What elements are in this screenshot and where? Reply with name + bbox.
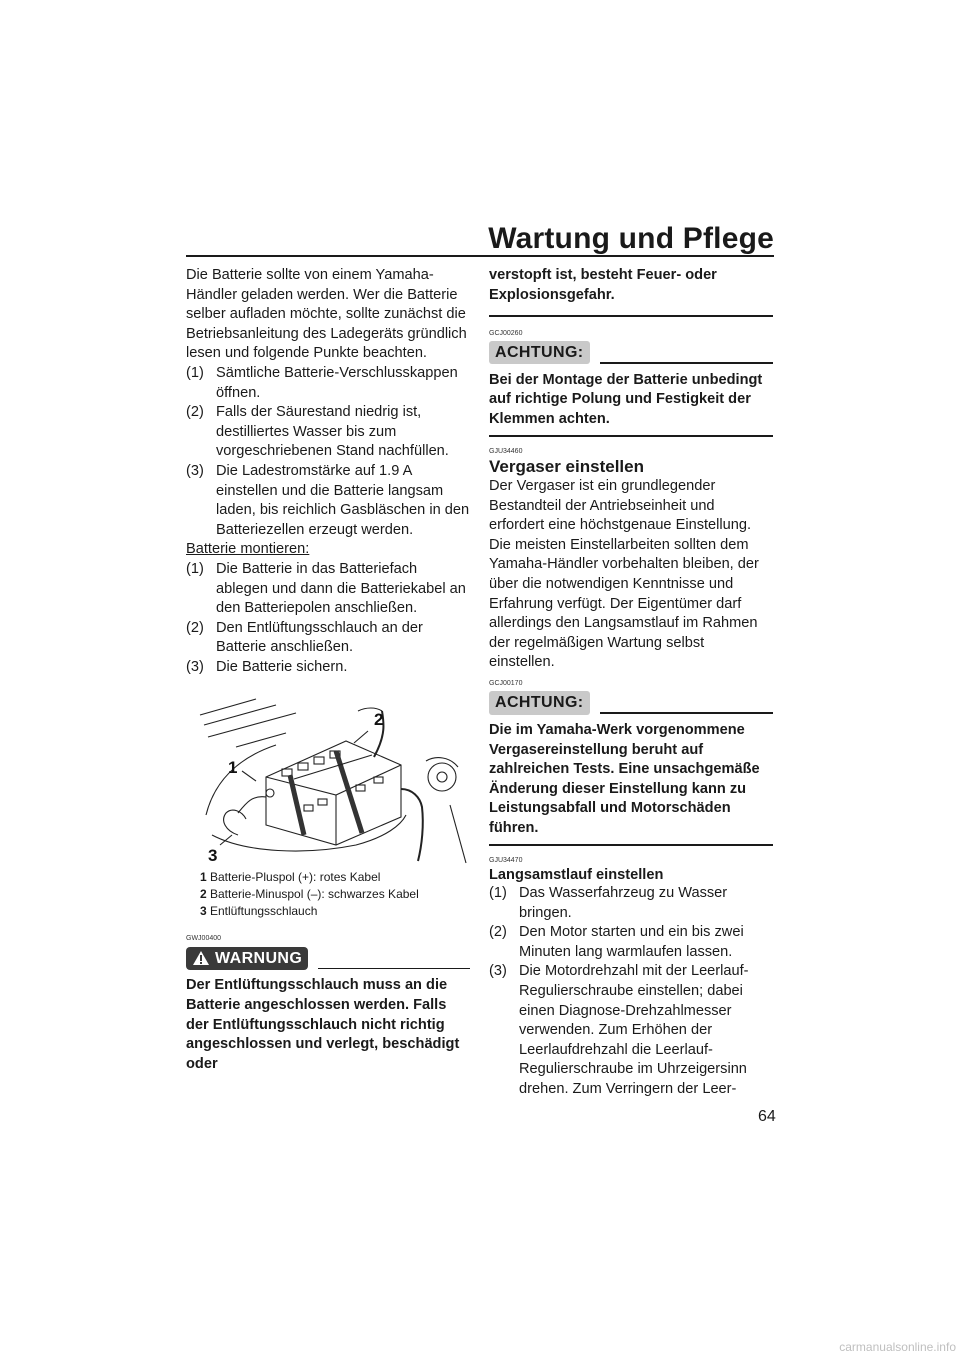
caution-label: ACHTUNG: xyxy=(489,691,590,715)
section-code: GJU34470 xyxy=(489,856,523,864)
watermark: carmanualsonline.info xyxy=(839,1340,956,1354)
figure-captions xyxy=(200,869,470,920)
caution-end-rule xyxy=(489,844,773,846)
battery-drawing xyxy=(186,685,470,867)
callout-1: 1 xyxy=(228,758,238,778)
warning-end-rule xyxy=(489,315,773,317)
caution-text: Bei der Montage der Batterie unbedingt auf richtige Polung und Festigkeit der Klemmen achten. xyxy=(489,371,763,427)
list-item: (3) Die Motordrehzahl mit der Leerlauf-Regulierschraube einstellen; dabei einen Diagnose-Drehzahlmesser verwenden. Zum Erhöhen der Leerlaufdrehzahl die Leerlauf-Regulierschraube im Uhrzeigersinn drehen. Zum Verringern der Leer- xyxy=(489,963,749,1097)
intro-paragraph: Die Batterie sollte von einem Yamaha-Händler geladen werden. Wer die Batterie selber aufladen möchte, sollte zunächst die Betriebsanleitung des Ladegeräts gründlich lesen und folgende Punkte beachten. xyxy=(186,267,467,362)
page-number: 64 xyxy=(758,1108,776,1125)
header-rule xyxy=(186,255,774,257)
caution-text: Die im Yamaha-Werk vorgenommene Vergasereinstellung beruht auf zahlreichen Tests. Eine unsachgemäße Änderung dieser Einstellung kann zu Leistungsabfall und Motorschäden führen. xyxy=(489,721,760,836)
charge-steps xyxy=(186,364,470,540)
caution-code: GCJ00260 xyxy=(489,329,523,337)
list-item: (3) Die Ladestromstärke auf 1.9 A einstellen und die Batterie langsam laden, bis reichlich Gasbläschen in den Batteriezellen erzeugt werden. xyxy=(186,462,470,538)
section-code: GJU34460 xyxy=(489,447,523,455)
warning-banner xyxy=(186,946,470,970)
caption-item: 1 Batterie-Pluspol (+): rotes Kabel xyxy=(200,870,381,885)
left-column xyxy=(186,266,470,1074)
list-item: (1) Die Batterie in das Batteriefach ablegen und dann die Batteriekabel an den Batteriepolen anschließen. xyxy=(186,560,466,617)
section-heading-idle: Langsamstlauf einstellen xyxy=(489,866,664,883)
carburetor-paragraph: Der Vergaser ist ein grundlegender Bestandteil der Antriebseinheit und erfordert eine höchstgenaue Einstellung. Die meisten Einstellarbeiten sollten dem Yamaha-Händler vorbehalten bleiben, der über die notwendigen Kenntnisse und Erfahrung verfügt. Der Eigentümer darf allerdings den Langsamstlauf im Rahmen der regelmäßigen Wartung selbst einstellen. xyxy=(489,477,759,671)
install-heading: Batterie montieren: xyxy=(186,541,310,558)
warning-triangle-icon xyxy=(192,950,210,966)
section-heading-carburetor: Vergaser einstellen xyxy=(489,456,644,476)
caution-banner xyxy=(489,691,773,715)
list-item: (3) Die Batterie sichern. xyxy=(186,658,348,675)
caution-banner xyxy=(489,341,773,365)
caption-item: 3 Entlüftungsschlauch xyxy=(200,904,318,919)
install-steps xyxy=(186,560,470,678)
list-item: (1) Das Wasserfahrzeug zu Wasser bringen. xyxy=(489,884,728,921)
warning-text-continued: verstopft ist, besteht Feuer- oder Explosionsgefahr. xyxy=(489,267,717,303)
battery-illustration xyxy=(186,685,470,867)
list-item: (2) Falls der Säurestand niedrig ist, destilliertes Wasser bis zum vorgeschriebenen Stand nachfüllen. xyxy=(186,404,449,460)
callout-3: 3 xyxy=(208,846,218,866)
caution-label: ACHTUNG: xyxy=(489,341,590,365)
list-item: (2) Den Motor starten und ein bis zwei Minuten lang warmlaufen lassen. xyxy=(489,924,744,960)
list-item: (1) Sämtliche Batterie-Verschlusskappen öffnen. xyxy=(186,364,458,401)
caption-item: 2 Batterie-Minuspol (–): schwarzes Kabel xyxy=(200,887,419,902)
warning-text: Der Entlüftungsschlauch muss an die Batterie angeschlossen werden. Falls der Entlüftungsschlauch nicht richtig angeschlossen und verlegt, beschädigt oder xyxy=(186,977,460,1072)
caution-end-rule xyxy=(489,435,773,437)
right-column xyxy=(489,266,773,1100)
callout-2: 2 xyxy=(374,710,384,730)
list-item: (2) Den Entlüftungsschlauch an der Batterie anschließen. xyxy=(186,619,423,656)
idle-steps xyxy=(489,884,773,1100)
page-title: Wartung und Pflege xyxy=(488,222,774,255)
caution-code: GCJ00170 xyxy=(489,679,523,687)
warning-code: GWJ00400 xyxy=(186,935,222,943)
warning-label: WARNUNG xyxy=(186,947,308,971)
